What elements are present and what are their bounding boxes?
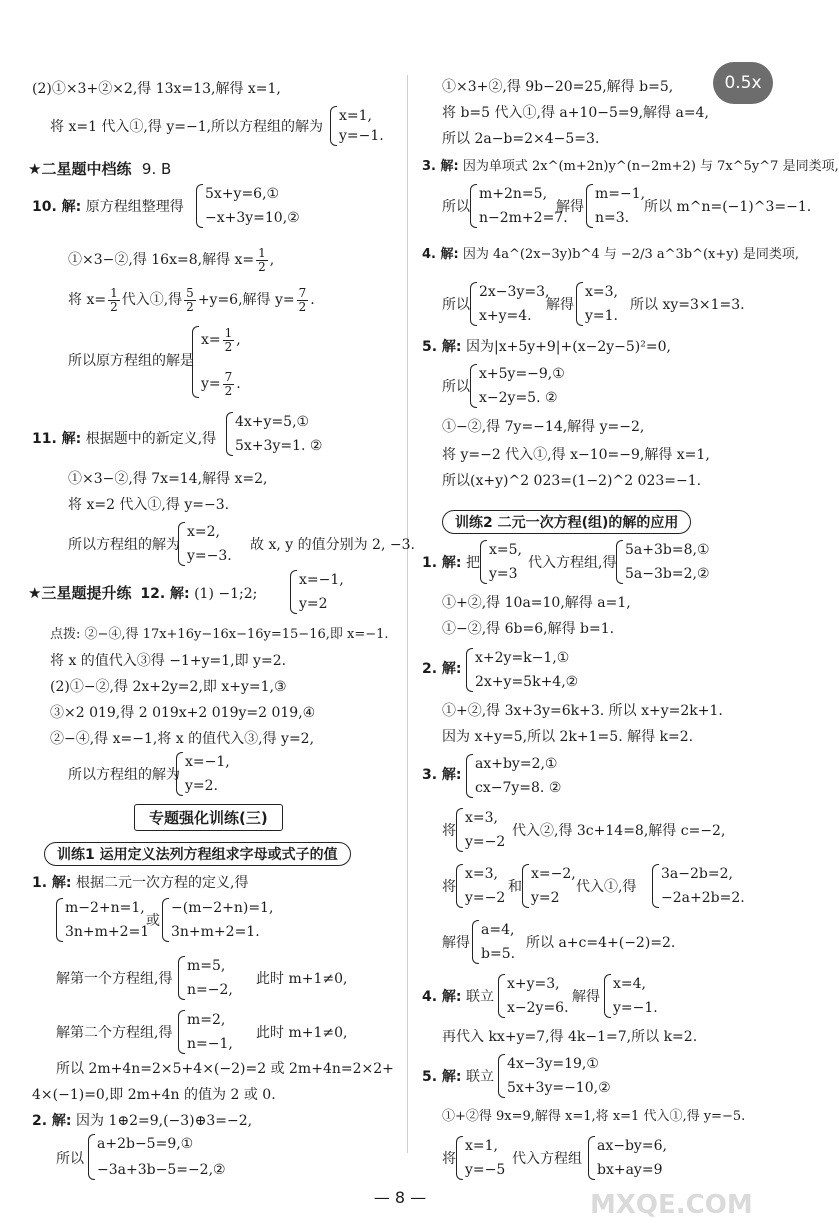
text-line: ①−②,得 7y=−14,解得 y=−2,	[442, 419, 645, 435]
text-line: ①+②得 9x=9,解得 x=1,将 x=1 代入①,得 y=−5.	[442, 1109, 746, 1124]
text-line: (2)①−②,得 2x+2y=2,即 x+y=1,③	[50, 679, 287, 695]
text-line: 解得	[572, 989, 600, 1005]
text-line: 将 x= $\frac{1}{2}$ 代入①,得 $\frac{5}{2}$ +y=6,解得 y= $\frac{7}{2}$ .	[68, 285, 315, 314]
text-line: 所以方程组的解为	[68, 767, 180, 783]
text-line: 此时 m+1≠0,	[256, 1025, 348, 1041]
text-line: 解第二个方程组,得	[56, 1025, 173, 1041]
question-11: 11. 解: 根据题中的新定义,得	[32, 431, 217, 447]
text-line: 所以 m^n=(−1)^3=−1.	[644, 199, 812, 215]
text-line: 和	[508, 879, 522, 895]
equation-system: x=−1, y=2	[290, 570, 344, 614]
text-line: 再代入 kx+y=7,得 4k−1=7,所以 k=2.	[442, 1029, 698, 1045]
training-1-heading: 训练1 运用定义法列方程组求字母或式子的值	[44, 842, 351, 866]
text-line: 所以 2a−b=2×4−5=3.	[442, 131, 600, 147]
equation-system: x=3, y=−2	[456, 808, 505, 852]
question-3: 3. 解: 因为单项式 2x^(m+2n)y^(n−2m+2) 与 7x^5y^7 是同类项,	[422, 159, 839, 174]
playback-speed-badge[interactable]: 0.5x	[713, 62, 773, 104]
equation-system: x=2, y=−3.	[178, 522, 232, 566]
training-2-heading: 训练2 二元一次方程(组)的解的应用	[442, 510, 691, 534]
equation-system: a=4, b=5.	[472, 920, 515, 964]
special-training-title: 专题强化训练(三)	[134, 804, 283, 831]
equation-system: x=5, y=3	[480, 540, 522, 584]
equation-system: ax−by=6, bx+ay=9	[588, 1136, 667, 1180]
text-line: 所以原方程组的解是	[68, 353, 194, 369]
text-line: ①×3−②,得 7x=14,解得 x=2,	[68, 471, 268, 487]
text-line: (2)①×3+②×2,得 13x=13,解得 x=1,	[32, 81, 281, 97]
text-line: ②−④,得 x=−1,将 x 的值代入③,得 y=2,	[50, 731, 315, 747]
text-line: 将 x=1 代入①,得 y=−1,所以方程组的解为	[50, 119, 324, 135]
equation-system: 4x−3y=19,① 5x+3y=−10,②	[498, 1054, 611, 1098]
text-line: 或	[146, 913, 160, 929]
text-line: 代入②,得 3c+14=8,解得 c=−2,	[512, 823, 726, 839]
equation-system: ax+by=2,① cx−7y=8. ②	[466, 754, 561, 798]
equation-system: x=3, y=−2	[456, 864, 505, 908]
equation-system: x=−2, y=2	[522, 864, 576, 908]
text-line: 所以	[56, 1151, 84, 1167]
equation-system: x=4, y=−1.	[604, 974, 658, 1018]
text-line: ①×3+②,得 9b−20=25,解得 b=5,	[442, 79, 674, 95]
text-line: 解得	[546, 297, 574, 313]
equation-system: x=3, y=1.	[576, 282, 618, 326]
text-line: 将	[442, 879, 456, 895]
question-4: 4. 解: 因为 4a^(2x−3y)b^4 与 −2/3 a^3b^(x+y) 是同类项,	[422, 247, 799, 262]
equation-system: 3a−2b=2, −2a+2b=2.	[652, 864, 745, 908]
right-column	[422, 60, 839, 1178]
equation-system: x+2y=k−1,① 2x+y=5k+4,②	[466, 648, 578, 692]
t2-question-2: 2. 解:	[422, 661, 462, 677]
text-line: 解得	[556, 199, 584, 215]
page-number: — 8 —	[373, 1188, 427, 1207]
equation-system: 2x−3y=3, x+y=4.	[470, 282, 549, 326]
text-line: 因为 x+y=5,所以 2k+1=5. 解得 k=2.	[442, 729, 694, 745]
equation-system: m=5, n=−2,	[178, 956, 233, 1000]
text-line: ①+②,得 10a=10,解得 a=1,	[442, 595, 631, 611]
text-line: ①+②,得 3x+3y=6k+3. 所以 x+y=2k+1.	[442, 703, 723, 719]
text-line: 解得	[442, 935, 470, 951]
text-line: 所以 2m+4n=2×5+4×(−2)=2 或 2m+4n=2×2+	[56, 1061, 394, 1077]
watermark-text: MXQE.COM	[590, 1190, 753, 1220]
equation-system: −(m−2+n)=1, 3n+m+2=1.	[162, 898, 273, 942]
text-line: 代入①,得	[576, 879, 637, 895]
text-line: 所以	[442, 199, 470, 215]
text-line: 代入方程组	[512, 1151, 582, 1167]
equation-system: x+y=3, x−2y=6.	[498, 974, 569, 1018]
text-line: 4×(−1)=0,即 2m+4n 的值为 2 或 0.	[32, 1087, 276, 1103]
text-line: 所以	[442, 379, 470, 395]
text-line: 此时 m+1≠0,	[256, 971, 348, 987]
equation-system: x=1, y=−5	[456, 1136, 505, 1180]
t2-question-1: 1. 解: 把	[422, 555, 480, 571]
text-line: 所以 xy=3×1=3.	[630, 297, 745, 313]
text-line: 将 x=2 代入①,得 y=−3.	[68, 497, 230, 513]
equation-system: 4x+y=5,① 5x+3y=1. ②	[226, 412, 322, 456]
text-line: ③×2 019,得 2 019x+2 019y=2 019,④	[50, 705, 316, 721]
left-column	[28, 60, 415, 1178]
equation-system: m=2, n=−1,	[178, 1010, 233, 1054]
text-line: ①×3−②,得 16x=8,解得 x= $\frac{1}{2}$ ,	[68, 245, 275, 274]
text-line: ①−②,得 6b=6,解得 b=1.	[442, 621, 615, 637]
text-line: 所以	[442, 297, 470, 313]
text-line: 所以(x+y)^2 023=(1−2)^2 023=−1.	[442, 473, 702, 489]
text-line: 故 x, y 的值分别为 2, −3.	[250, 537, 415, 553]
equation-system: x=−1, y=2.	[176, 752, 230, 796]
equation-system: m+2n=5, n−2m+2=7.	[470, 184, 568, 228]
text-line: 所以 a+c=4+(−2)=2.	[526, 935, 676, 951]
section-heading: ★二星题中档练 9. B	[28, 160, 172, 178]
equation-system: x= $\frac{1}{2}$ , y= $\frac{7}{2}$ .	[192, 326, 241, 398]
text-line: 解第一个方程组,得	[56, 971, 173, 987]
equation-system: x+5y=−9,① x−2y=5. ②	[470, 364, 565, 408]
column-divider	[407, 75, 408, 1153]
equation-system: x=1, y=−1.	[330, 106, 384, 146]
equation-system: m=−1, n=3.	[586, 184, 645, 228]
text-line: 所以方程组的解为	[68, 537, 180, 553]
t1-question-2: 2. 解: 因为 1⊕2=9,(−3)⊕3=−2,	[32, 1113, 253, 1129]
equation-system: 5x+y=6,① −x+3y=10,②	[196, 184, 300, 228]
text-line: 将 x 的值代入③得 −1+y=1,即 y=2.	[50, 653, 287, 669]
text-line: 代入方程组,得	[528, 555, 617, 571]
hint-text: 点拨: ②−④,得 17x+16y−16x−16y=15−16,即 x=−1.	[50, 627, 389, 642]
text-line: 将 b=5 代入①,得 a+10−5=9,解得 a=4,	[442, 105, 709, 121]
equation-system: a+2b−5=9,① −3a+3b−5=−2,②	[88, 1134, 226, 1180]
equation-system: m−2+n=1, 3n+m+2=1	[56, 898, 149, 942]
question-5: 5. 解: 因为|x+5y+9|+(x−2y−5)²=0,	[422, 339, 671, 355]
question-10: 10. 解: 原方程组整理得	[32, 199, 184, 215]
equation-system: 5a+3b=8,① 5a−3b=2,②	[616, 540, 710, 584]
text-line: 将	[442, 1151, 456, 1167]
t1-question-1: 1. 解: 根据二元一次方程的定义,得	[32, 875, 249, 891]
t2-question-5: 5. 解: 联立	[422, 1069, 494, 1085]
question-12: ★三星题提升练 12. 解: (1) −1;2;	[28, 584, 258, 602]
t2-question-4: 4. 解: 联立	[422, 989, 494, 1005]
t2-question-3: 3. 解:	[422, 767, 462, 783]
text-line: 将	[442, 823, 456, 839]
text-line: 将 y=−2 代入①,得 x−10=−9,解得 x=1,	[442, 447, 710, 463]
